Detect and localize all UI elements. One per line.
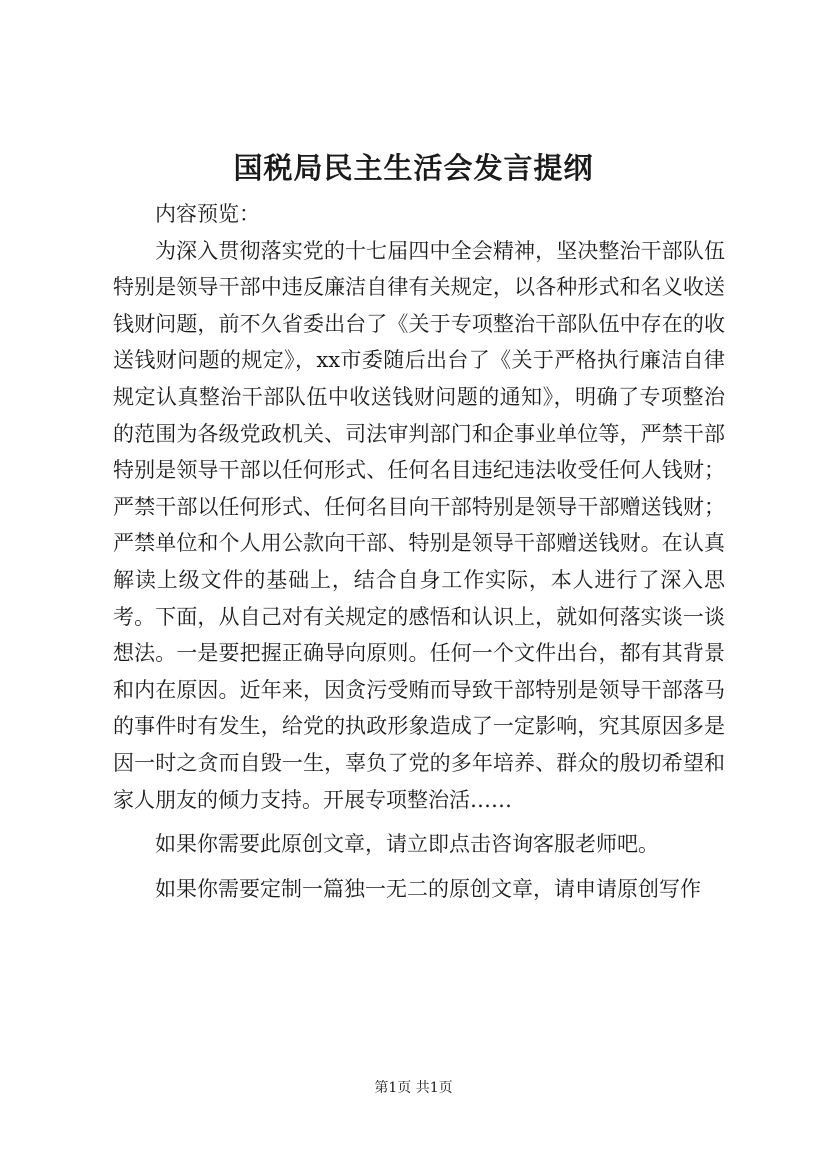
page-number-footer: 第1页 共1页 xyxy=(374,1080,453,1096)
body-paragraph: 为深入贯彻落实党的十七届四中全会精神，坚决整治干部队伍特别是领导干部中违反廉洁自律有关规定，以各种形式和名义收送钱财问题，前不久省委出台了《关于专项整治干部队伍中存在的收送钱财问题的规定》，xx市委随后出台了《关于严格执行廉洁自律规定认真整治干部队伍中收送钱财问题的通知》，明确了专项整治的范围为各级党政机关、司法审判部门和企事业单位等，严禁干部特别是领导干部以任何形式、任何名目违纪违法收受任何人钱财；严禁干部以任何形式、任何名目向干部特别是领导干部赠送钱财；严禁单位和个人用公款向干部、特别是领导干部赠送钱财。在认真解读上级文件的基础上，结合自身工作实际，本人进行了深入思考。下面，从自己对有关规定的感悟和认识上，就如何落实谈一谈想法。一是要把握正确导向原则。任何一个文件出台，都有其背景和内在原因。近年来，因贪污受贿而导致干部特别是领导干部落马的事件时有发生，给党的执政形象造成了一定影响，究其原因多是因一时之贪而自毁一生，辜负了党的多年培养、群众的殷切希望和家人朋友的倾力支持。开展专项整治活…… xyxy=(113,238,725,812)
preview-label: 内容预览： xyxy=(155,202,260,226)
contact-note: 如果你需要此原创文章，请立即点击咨询客服老师吧。 xyxy=(155,832,659,857)
custom-writing-note: 如果你需要定制一篇独一无二的原创文章，请申请原创写作 xyxy=(155,876,701,901)
document-body xyxy=(113,196,725,907)
document-title: 国税局民主生活会发言提纲 xyxy=(233,151,594,185)
